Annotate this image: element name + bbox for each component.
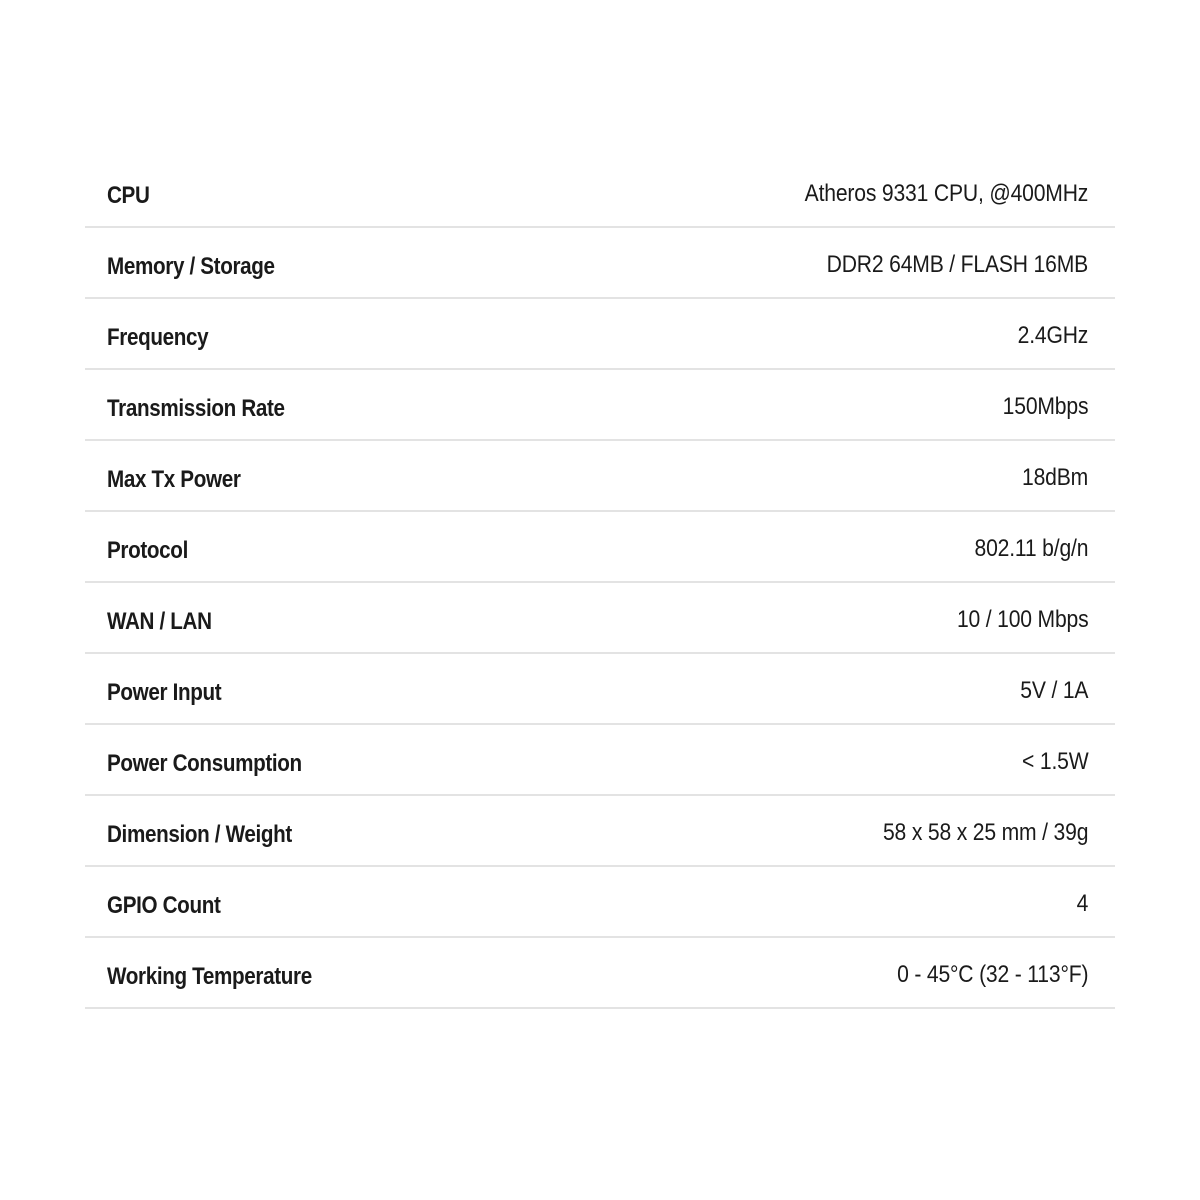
spec-row-transmission-rate (85, 370, 1115, 441)
spec-row-frequency (85, 299, 1115, 370)
spec-label: Power Input (107, 679, 222, 706)
spec-label: Power Consumption (107, 750, 302, 777)
spec-row-wan-lan (85, 583, 1115, 654)
spec-value: 150Mbps (1002, 393, 1088, 420)
spec-label: Memory / Storage (107, 253, 275, 280)
spec-value: 2.4GHz (1017, 322, 1088, 349)
spec-value: Atheros 9331 CPU, @400MHz (804, 180, 1088, 207)
spec-value: 802.11 b/g/n (974, 535, 1088, 562)
spec-row-protocol (85, 512, 1115, 583)
spec-value: 58 x 58 x 25 mm / 39g (882, 819, 1088, 846)
spec-row-memory-storage (85, 228, 1115, 299)
spec-label: Frequency (107, 324, 209, 351)
spec-label: WAN / LAN (107, 608, 212, 635)
spec-label: Dimension / Weight (107, 821, 292, 848)
spec-row-power-consumption (85, 725, 1115, 796)
spec-value: 18dBm (1021, 464, 1088, 491)
spec-label: Working Temperature (107, 963, 312, 990)
spec-value: 5V / 1A (1019, 677, 1088, 704)
spec-row-working-temperature (85, 938, 1115, 1009)
spec-row-max-tx-power (85, 441, 1115, 512)
spec-label: CPU (107, 182, 150, 209)
spec-row-dimension-weight (85, 796, 1115, 867)
spec-value: 10 / 100 Mbps (956, 606, 1088, 633)
spec-value: DDR2 64MB / FLASH 16MB (826, 251, 1088, 278)
spec-value: 0 - 45°C (32 - 113°F) (896, 961, 1088, 988)
spec-value: 4 (1076, 890, 1088, 917)
spec-value: < 1.5W (1021, 748, 1088, 775)
spec-row-cpu (85, 157, 1115, 228)
spec-table (85, 157, 1115, 1009)
spec-row-gpio-count (85, 867, 1115, 938)
spec-label: Max Tx Power (107, 466, 241, 493)
spec-label: GPIO Count (107, 892, 221, 919)
spec-row-power-input (85, 654, 1115, 725)
spec-label: Protocol (107, 537, 188, 564)
spec-label: Transmission Rate (107, 395, 285, 422)
